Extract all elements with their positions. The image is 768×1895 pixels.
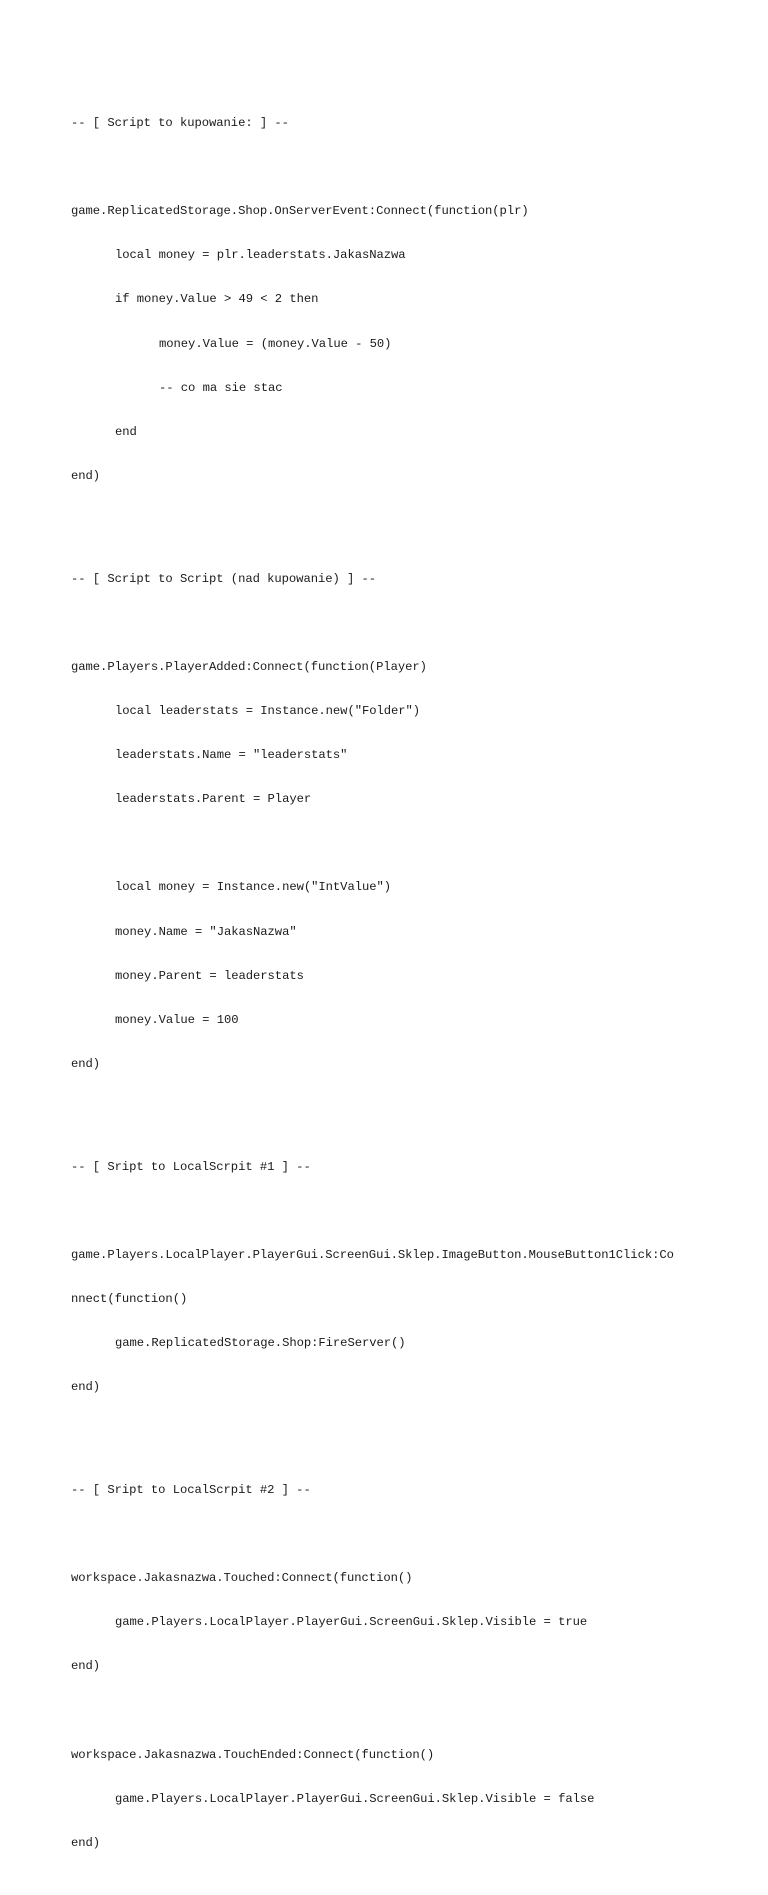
code-line: game.Players.LocalPlayer.PlayerGui.ScreenGui.Sklep.Visible = true [115, 1615, 588, 1630]
code-line: money.Name = "JakasNazwa" [115, 924, 297, 939]
code-line: end [115, 424, 137, 439]
code-line: game.ReplicatedStorage.Shop.OnServerEvent:Connect(function(plr) [71, 204, 529, 219]
blank-line [71, 1527, 721, 1542]
code-comment-line: -- co ma sie stac [159, 380, 283, 395]
code-line: leaderstats.Name = "leaderstats" [115, 748, 348, 763]
code-line: game.Players.LocalPlayer.PlayerGui.ScreenGui.Sklep.Visible = false [115, 1791, 595, 1806]
section-header-localscript-2: -- [ Sript to LocalScrpit #2 ] -- [71, 1483, 311, 1498]
code-line: game.ReplicatedStorage.Shop:FireServer() [115, 1336, 406, 1351]
code-listing [71, 72, 721, 1895]
code-line: local money = plr.leaderstats.JakasNazwa [115, 248, 406, 263]
code-line: leaderstats.Parent = Player [115, 792, 312, 807]
section-header-script: -- [ Script to Script (nad kupowanie) ] -- [71, 571, 377, 586]
code-line: end) [71, 1056, 101, 1071]
code-line: money.Parent = leaderstats [115, 968, 304, 983]
code-line: nnect(function() [71, 1291, 188, 1306]
blank-line [71, 1204, 721, 1219]
blank-line [71, 160, 721, 175]
blank-line [71, 1704, 721, 1719]
code-line: game.Players.PlayerAdded:Connect(function(Player) [71, 659, 427, 674]
blank-line [71, 1424, 721, 1439]
code-line: workspace.Jakasnazwa.TouchEnded:Connect(function() [71, 1747, 435, 1762]
code-line: money.Value = 100 [115, 1012, 239, 1027]
code-line: if money.Value > 49 < 2 then [115, 292, 319, 307]
code-line: local leaderstats = Instance.new("Folder") [115, 704, 421, 719]
code-line: workspace.Jakasnazwa.Touched:Connect(function() [71, 1571, 413, 1586]
section-header-localscript-1: -- [ Sript to LocalScrpit #1 ] -- [71, 1159, 311, 1174]
code-line: end) [71, 1835, 101, 1850]
section-header-kupowanie: -- [ Script to kupowanie: ] -- [71, 116, 289, 131]
blank-line [71, 1101, 721, 1116]
code-line: end) [71, 1380, 101, 1395]
code-line: game.Players.LocalPlayer.PlayerGui.ScreenGui.Sklep.ImageButton.MouseButton1Click:Co [71, 1247, 674, 1262]
code-line: money.Value = (money.Value - 50) [159, 336, 392, 351]
blank-line [71, 513, 721, 528]
blank-line [71, 836, 721, 851]
code-line: end) [71, 1659, 101, 1674]
code-line: local money = Instance.new("IntValue") [115, 880, 392, 895]
blank-line [71, 616, 721, 631]
code-line: end) [71, 468, 101, 483]
